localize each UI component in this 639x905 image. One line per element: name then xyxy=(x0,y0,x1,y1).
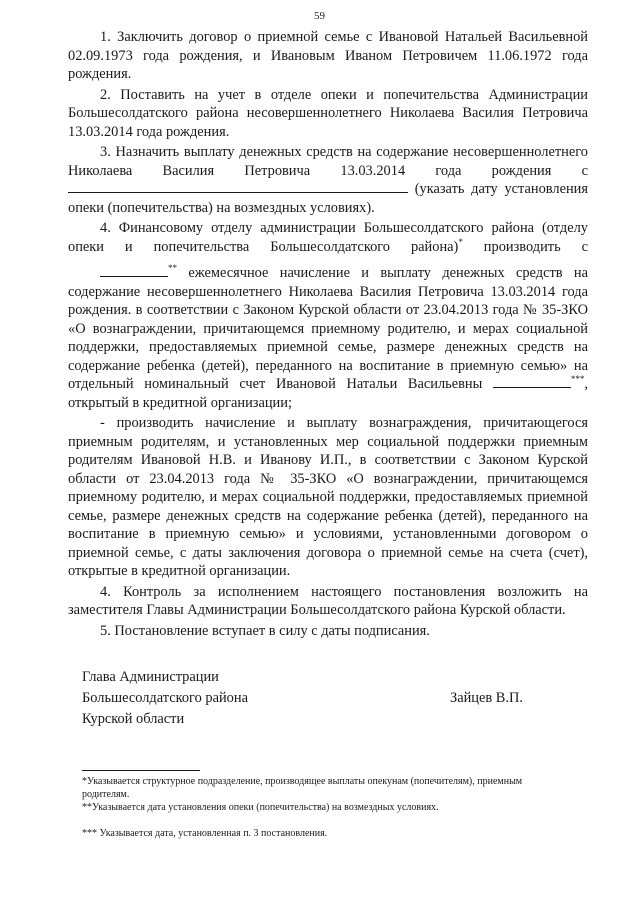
item-4-subclause: - производить начисление и выплату вознаграждения, причитающегося приемным родителям, и установленных мер социальной поддержки приемным родителям Ивановой Н.В. и Иванову И.П., в соответствии с Законом Курской области от 23.04.2013 года № 35-ЗКО «О вознаграждении, причитающемся приемному родителю, и мерах социальной поддержки, предоставляемых приемной семье, размере денежных средств на содержание ребенка (детей), переданного на воспитание в приемную семью» и условиями, установленными договором о приемной семье, с даты заключения договора о приемной семье на счета (счет), открытые в кредитной организации. xyxy=(68,415,588,579)
footnote-3: *** Указывается дата, установленная п. 3 постановления. xyxy=(82,828,328,839)
item-1-conclude-contract: 1. Заключить договор о приемной семье с Ивановой Натальей Васильевной 02.09.1973 года рождения, и Ивановым Иваном Петровичем 11.06.1972 года рождения. xyxy=(68,29,588,82)
item-5-effective: 5. Постановление вступает в силу с даты подписания. xyxy=(100,622,430,639)
footnote-1: *Указывается структурное подразделение, производящее выплаты опекунам (попечителям), приемным родителям. xyxy=(82,776,523,800)
document-body xyxy=(68,28,588,642)
signature-title-line-1: Глава Администрации xyxy=(82,669,219,685)
footnote-mark-3: *** xyxy=(570,374,585,385)
signature-block xyxy=(82,667,552,730)
item-4-text-d: , открытый в кредитной организации; xyxy=(68,376,588,411)
account-blank-line xyxy=(493,375,571,388)
item-3-text-a: 3. Назначить выплату денежных средств на содержание несовершеннолетнего Николаева Василия Петровича 13.03.2014 года рождения с xyxy=(68,144,588,179)
footnote-mark-2: ** xyxy=(168,263,177,274)
page-number: 59 xyxy=(314,10,325,22)
item-4-control: 4. Контроль за исполнением настоящего постановления возложить на заместителя Главы Администрации Большесолдатского района Курской области. xyxy=(68,583,588,618)
signature-title-line-2: Большесолдатского района xyxy=(82,690,248,706)
item-4-text-c: ежемесячное начисление и выплату денежных средств на содержание несовершеннолетнего Николаева Василия Петровича 13.03.2014 года рождения. в соответствии с Законом Курской области от 23.04.2013 года № 35-ЗКО «О вознаграждении, причитающемся приемному родителю, и мерах социальной поддержки, предоставляемых приемной семье, размере денежных средств на содержание ребенка (детей), переданного на воспитание в приемную семью» на отдельный номинальный счет Ивановой Натальи Васильевны xyxy=(68,265,588,392)
item-4-text-b: производить с xyxy=(483,238,588,255)
item-4-finance-department xyxy=(68,219,588,412)
footnote-separator xyxy=(82,770,200,771)
start-date-blank-line xyxy=(100,264,168,277)
footnotes xyxy=(82,775,562,840)
footnote-mark-1: * xyxy=(458,236,463,247)
date-blank-line xyxy=(68,180,408,193)
item-2-register: 2. Поставить на учет в отделе опеки и попечительства Администрации Большесолдатского района несовершеннолетнего Николаева Василия Петровича 13.03.2014 года рождения. xyxy=(68,86,588,140)
item-4-text-a: 4. Финансовому отделу администрации Большесолдатского района (отделу опеки и попечительства Большесолдатского района) xyxy=(68,220,588,255)
item-3-text-b: (указать дату установления опеки (попечительства) на возмездных условиях). xyxy=(68,181,588,216)
footnote-2: **Указывается дата установления опеки (попечительства) на возмездных условиях. xyxy=(82,802,439,813)
signature-title-line-3: Курской области xyxy=(82,711,185,727)
item-3-assign-payment xyxy=(68,143,588,217)
signatory-name: Зайцев В.П. xyxy=(450,690,523,706)
